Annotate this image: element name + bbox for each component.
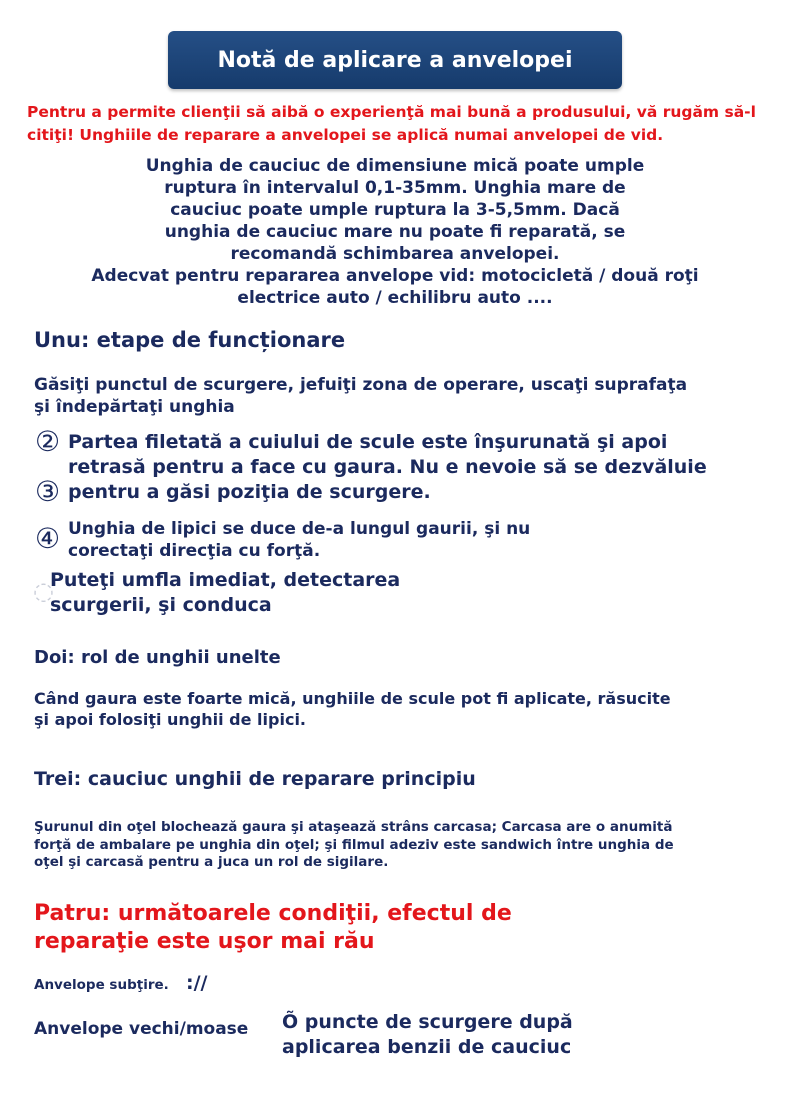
page-title: Notă de aplicare a anvelopei	[217, 47, 573, 73]
step-5-line: scurgerii, şi conduca	[50, 594, 272, 616]
item2-value-line: aplicarea benzii de cauciuc	[282, 1036, 572, 1058]
title-banner	[168, 31, 622, 89]
step-3-marker: ③	[35, 475, 61, 508]
section2-heading: Doi: rol de unghii unelte	[34, 647, 281, 668]
intro-line: electrice auto / echilibru auto ....	[237, 288, 553, 308]
section4-heading	[34, 900, 512, 956]
intro-line: ruptura în intervalul 0,1-35mm. Unghia mare de	[164, 178, 626, 198]
section3-line: forţă de ambalare pe unghia din oţel; şi filmul adeziv este sandwich între unghia de	[34, 836, 674, 853]
section2-line: Când gaura este foarte mică, unghiile de scule pot fi aplicate, răsucite	[34, 689, 671, 708]
intro-line: recomandă schimbarea anvelopei.	[230, 244, 560, 264]
step-5-marker-icon: ◌	[33, 577, 54, 605]
notice-line: citiţi! Unghiile de reparare a anvelopei se aplică numai anvelopei de vid.	[27, 126, 664, 144]
step-2-line: Partea filetată a cuiului de scule este înşurunată şi apoi	[68, 431, 668, 453]
intro-block	[40, 155, 750, 309]
step-3-line: pentru a găsi poziţia de scurgere.	[68, 481, 431, 503]
section4-heading-line: reparaţie este uşor mai rău	[34, 929, 375, 954]
section3-body	[34, 819, 774, 872]
step-4-line: corectaţi direcţia cu forţă.	[68, 541, 321, 561]
section4-heading-line: Patru: următoarele condiţii, efectul de	[34, 901, 512, 926]
item2-value-line: Õ puncte de scurgere după	[282, 1011, 573, 1033]
step-4-line: Unghia de lipici se duce de-a lungul gaurii, şi nu	[68, 519, 531, 539]
item2-value	[282, 1010, 573, 1060]
notice-text	[27, 101, 777, 147]
step-2	[35, 425, 775, 480]
item1-value: ://	[186, 972, 208, 994]
section3-line: Şurunul din oţel blochează gaura şi ataşează strâns carcasa; Carcasa are o anumită	[34, 819, 673, 835]
section2-body	[34, 688, 774, 730]
section2-line: şi apoi folosiţi unghii de lipici.	[34, 710, 307, 729]
step-2-marker: ②	[35, 425, 61, 458]
notice-line: Pentru a permite clienţii să aibă o experienţă mai bună a produsului, vă rugăm să-l	[27, 103, 756, 121]
intro-line: Adecvat pentru repararea anvelope vid: motocicletă / două roţi	[91, 266, 699, 286]
step-5-line: Puteţi umfla imediat, detectarea	[50, 569, 401, 591]
step-3	[35, 475, 775, 508]
step-4-marker: ④	[35, 522, 61, 555]
item1-label: Anvelope subţire.	[34, 977, 169, 993]
intro-line: unghia de cauciuc mare nu poate fi reparată, se	[164, 222, 626, 242]
step-2-line: retrasă pentru a face cu gaura. Nu e nevoie să se dezvăluie	[68, 456, 707, 478]
section3-line: oţel şi carcasă pentru a juca un rol de sigilare.	[34, 854, 389, 870]
step-5	[50, 568, 400, 618]
step-1-line: Găsiţi punctul de scurgere, jefuiţi zona de operare, uscaţi suprafaţa	[34, 375, 688, 395]
section1-heading: Unu: etape de funcționare	[34, 328, 346, 352]
item2-label: Anvelope vechi/moase	[34, 1019, 249, 1039]
intro-line: cauciuc poate umple ruptura la 3-5,5mm. Dacă	[170, 200, 620, 220]
step-1	[34, 374, 764, 418]
intro-line: Unghia de cauciuc de dimensiune mică poate umple	[145, 156, 645, 176]
section3-heading: Trei: cauciuc unghii de reparare principiu	[34, 768, 476, 790]
step-4	[35, 518, 775, 562]
step-1-line: şi îndepărtaţi unghia	[34, 397, 235, 417]
